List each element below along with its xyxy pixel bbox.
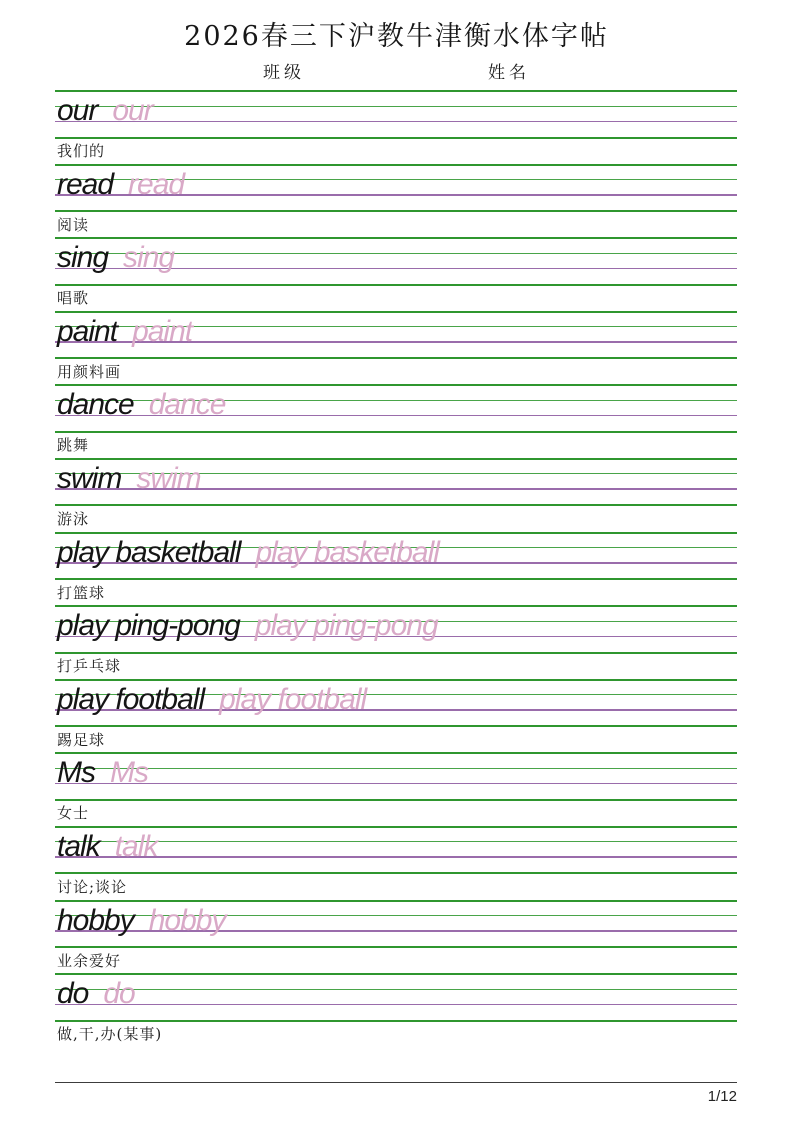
word-meaning: 讨论;谈论 <box>57 877 128 896</box>
footer-divider <box>55 1082 737 1083</box>
word-trace: paint <box>132 314 193 348</box>
page-title: 2026春三下沪教牛津衡水体字帖 <box>184 21 609 52</box>
guideline-bottom <box>55 799 737 801</box>
word-line <box>57 90 735 131</box>
word-sample: our <box>57 94 98 127</box>
word-meaning: 女士 <box>57 804 90 823</box>
word-meaning: 用颜料画 <box>57 362 122 381</box>
word-block <box>55 164 737 238</box>
word-block <box>55 237 737 311</box>
word-line <box>57 605 735 646</box>
word-block <box>55 90 737 164</box>
word-sample: play ping-pong <box>57 609 240 643</box>
word-block <box>55 532 737 606</box>
word-block <box>55 900 737 974</box>
word-sample: dance <box>57 388 134 422</box>
guideline-bottom <box>55 210 737 212</box>
guideline-bottom <box>55 431 737 433</box>
word-meaning: 踢足球 <box>57 730 106 749</box>
word-block <box>55 384 737 458</box>
word-block <box>55 826 737 900</box>
word-trace: dance <box>148 388 226 422</box>
word-line <box>57 826 735 867</box>
word-line <box>57 164 735 205</box>
word-sample: play basketball <box>57 535 241 569</box>
word-line <box>57 679 735 720</box>
word-sample: swim <box>57 461 122 495</box>
word-trace: hobby <box>148 903 226 937</box>
word-trace: read <box>128 167 185 201</box>
word-meaning: 打乒乓球 <box>57 657 122 676</box>
word-line <box>57 384 735 425</box>
guideline-bottom <box>55 725 737 727</box>
word-block <box>55 679 737 753</box>
name-label: 姓名 <box>488 63 530 83</box>
word-meaning: 做,干,办(某事) <box>57 1025 163 1044</box>
word-meaning: 打篮球 <box>57 583 106 602</box>
class-label: 班级 <box>263 63 305 83</box>
word-trace: play basketball <box>255 535 439 569</box>
word-sample: talk <box>57 829 100 863</box>
word-trace: swim <box>136 461 201 495</box>
guideline-bottom <box>55 872 737 874</box>
word-block <box>55 973 737 1047</box>
word-sample: read <box>57 167 114 201</box>
word-trace: play football <box>219 682 367 716</box>
word-sample: play football <box>57 682 205 716</box>
word-sample: paint <box>57 314 118 348</box>
word-line <box>57 311 735 352</box>
word-sample: hobby <box>57 903 134 937</box>
page-number: 1/12 <box>707 1088 737 1105</box>
word-block <box>55 458 737 532</box>
word-sample: sing <box>57 241 109 275</box>
guideline-bottom <box>55 357 737 359</box>
word-line <box>57 237 735 278</box>
guideline-bottom <box>55 578 737 580</box>
word-line <box>57 532 735 573</box>
word-line <box>57 900 735 941</box>
word-line <box>57 458 735 499</box>
word-meaning: 业余爱好 <box>57 951 122 970</box>
guideline-bottom <box>55 504 737 506</box>
word-trace: our <box>112 94 153 127</box>
guideline-bottom <box>55 946 737 948</box>
word-meaning: 我们的 <box>57 142 106 160</box>
guideline-bottom <box>55 652 737 654</box>
word-meaning: 游泳 <box>57 509 90 528</box>
word-meaning: 唱歌 <box>57 289 90 308</box>
word-block <box>55 752 737 826</box>
guideline-bottom <box>55 284 737 286</box>
word-trace: do <box>103 977 135 1011</box>
word-trace: sing <box>123 241 175 275</box>
word-trace: play ping-pong <box>254 609 438 643</box>
word-sample: Ms <box>57 756 95 790</box>
word-line <box>57 973 735 1014</box>
word-block <box>55 605 737 679</box>
word-block <box>55 311 737 385</box>
guideline-bottom <box>55 137 737 139</box>
guideline-bottom <box>55 1020 737 1022</box>
word-trace: talk <box>114 829 158 863</box>
word-trace: Ms <box>110 756 148 790</box>
word-line <box>57 752 735 793</box>
word-meaning: 阅读 <box>57 215 90 234</box>
word-meaning: 跳舞 <box>57 436 90 455</box>
word-rows <box>55 90 737 1047</box>
word-sample: do <box>57 977 89 1011</box>
